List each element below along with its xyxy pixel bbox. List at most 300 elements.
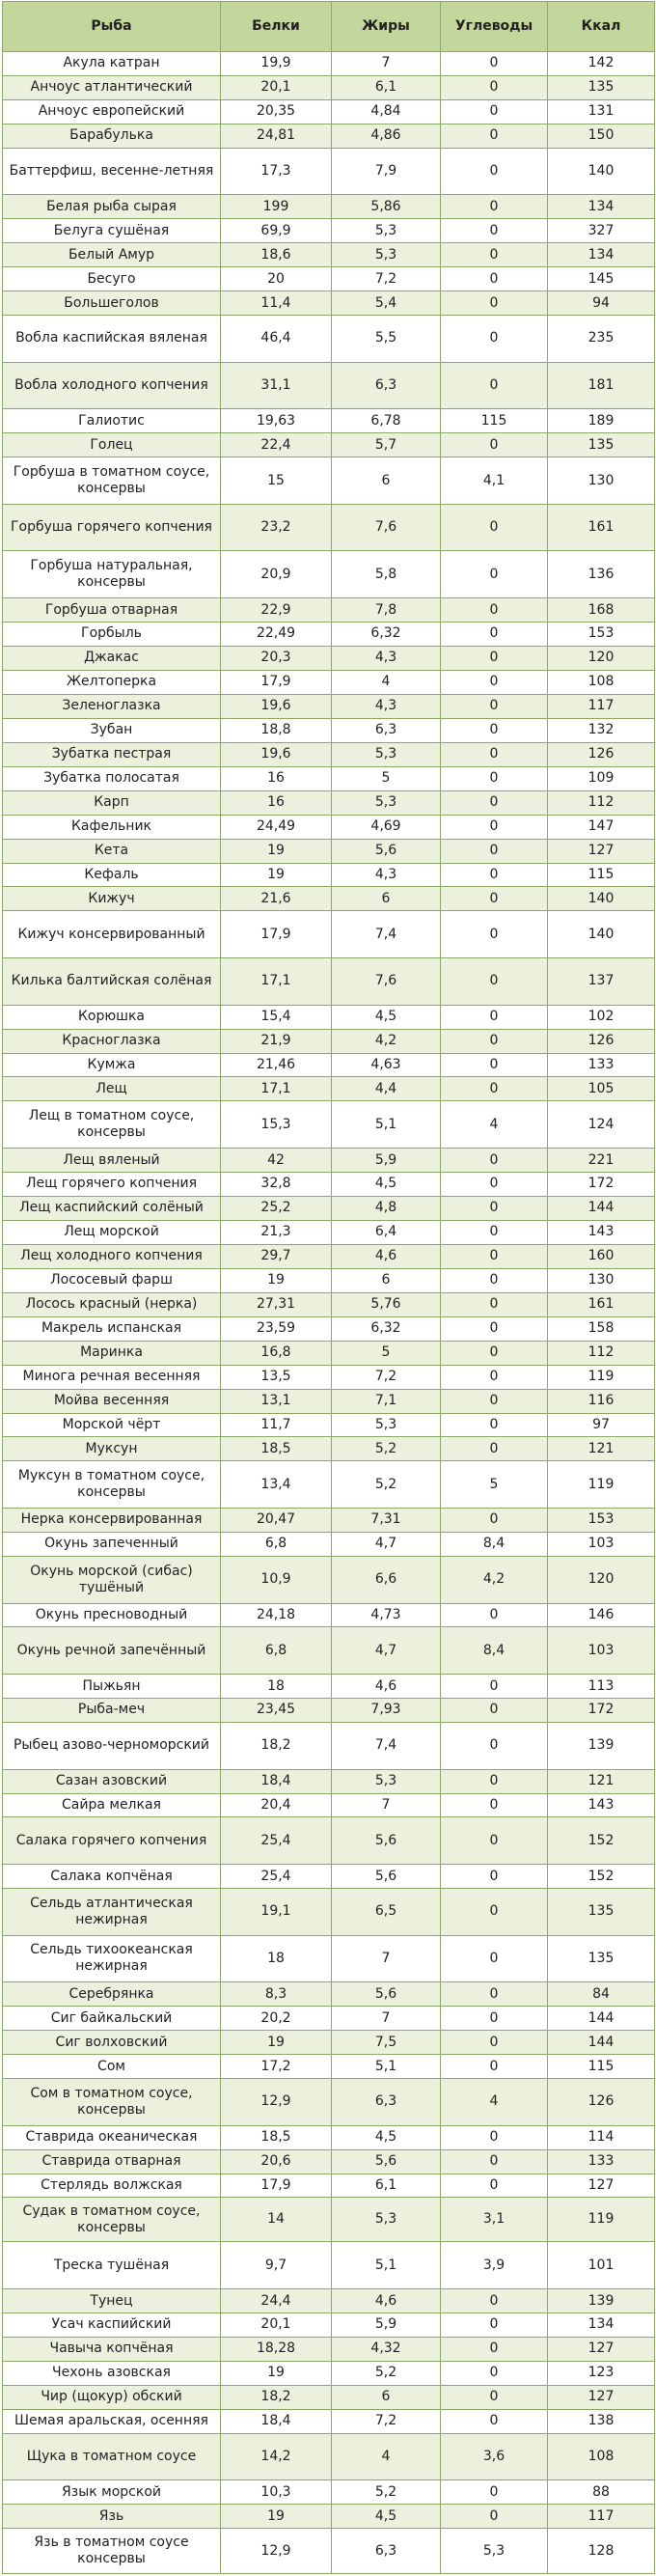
cell-carbs: 0: [441, 742, 548, 766]
table-row: [3, 1365, 655, 1389]
cell-kcal: 152: [548, 1865, 655, 1889]
cell-fish-name: Чавыча копчёная: [3, 2337, 221, 2361]
cell-carbs: 0: [441, 958, 548, 1006]
cell-kcal: 160: [548, 1244, 655, 1268]
cell-fat: 7: [332, 1935, 441, 1982]
cell-protein: 13,1: [221, 1389, 332, 1413]
cell-kcal: 235: [548, 316, 655, 363]
cell-fat: 4,4: [332, 1077, 441, 1101]
cell-fish-name: Лосось красный (нерка): [3, 1292, 221, 1316]
cell-carbs: 0: [441, 99, 548, 124]
cell-fat: 5,3: [332, 1769, 441, 1793]
fish-nutrition-table: [2, 1, 655, 2574]
cell-fish-name: Пыжьян: [3, 1675, 221, 1699]
cell-fish-name: Лещ горячего копчения: [3, 1172, 221, 1196]
cell-carbs: 0: [441, 2149, 548, 2174]
cell-fat: 4,63: [332, 1053, 441, 1077]
cell-protein: 18,5: [221, 1437, 332, 1461]
cell-kcal: 115: [548, 863, 655, 887]
table-row: [3, 1699, 655, 1723]
cell-carbs: 0: [441, 887, 548, 911]
cell-carbs: 0: [441, 1172, 548, 1196]
cell-carbs: 0: [441, 433, 548, 457]
cell-kcal: 88: [548, 2480, 655, 2505]
cell-fish-name: Язь: [3, 2505, 221, 2529]
cell-fish-name: Карп: [3, 790, 221, 815]
cell-carbs: 0: [441, 504, 548, 551]
table-row: [3, 2529, 655, 2574]
cell-kcal: 133: [548, 2149, 655, 2174]
cell-carbs: 5,3: [441, 2529, 548, 2574]
cell-protein: 15: [221, 457, 332, 505]
cell-fat: 6,32: [332, 1316, 441, 1341]
cell-kcal: 117: [548, 694, 655, 718]
table-row: [3, 1077, 655, 1101]
cell-protein: 17,9: [221, 911, 332, 958]
cell-protein: 24,4: [221, 2289, 332, 2313]
cell-carbs: 0: [441, 1268, 548, 1292]
cell-fat: 7,4: [332, 1722, 441, 1769]
table-row: [3, 863, 655, 887]
cell-protein: 21,46: [221, 1053, 332, 1077]
cell-kcal: 116: [548, 1389, 655, 1413]
cell-carbs: 0: [441, 219, 548, 243]
cell-kcal: 136: [548, 551, 655, 598]
cell-carbs: 0: [441, 148, 548, 195]
cell-protein: 25,4: [221, 1865, 332, 1889]
cell-kcal: 119: [548, 2198, 655, 2242]
cell-fish-name: Анчоус европейский: [3, 99, 221, 124]
cell-kcal: 127: [548, 839, 655, 863]
table-row: [3, 1509, 655, 1533]
cell-carbs: 0: [441, 2125, 548, 2149]
cell-fat: 7,9: [332, 148, 441, 195]
cell-fish-name: Кафельник: [3, 815, 221, 839]
cell-carbs: 4: [441, 2079, 548, 2126]
table-row: [3, 2007, 655, 2031]
cell-fish-name: Окунь морской (сибас) тушёный: [3, 1556, 221, 1603]
table-row: [3, 670, 655, 694]
cell-protein: 27,31: [221, 1292, 332, 1316]
table-row: [3, 2079, 655, 2126]
cell-protein: 12,9: [221, 2079, 332, 2126]
cell-protein: 25,4: [221, 1817, 332, 1865]
cell-fish-name: Корюшка: [3, 1005, 221, 1029]
cell-protein: 11,7: [221, 1413, 332, 1437]
cell-carbs: 0: [441, 124, 548, 148]
cell-kcal: 142: [548, 52, 655, 76]
cell-carbs: 0: [441, 1292, 548, 1316]
table-row: [3, 1292, 655, 1316]
cell-carbs: 0: [441, 1437, 548, 1461]
cell-carbs: 0: [441, 1220, 548, 1244]
cell-fish-name: Ставрида океаническая: [3, 2125, 221, 2149]
cell-protein: 17,3: [221, 148, 332, 195]
cell-fat: 5,2: [332, 2361, 441, 2385]
header-kcal: Ккал: [548, 2, 655, 52]
cell-carbs: 115: [441, 409, 548, 433]
cell-carbs: 4,1: [441, 457, 548, 505]
table-row: [3, 1793, 655, 1817]
header-fish: Рыба: [3, 2, 221, 52]
cell-carbs: 0: [441, 52, 548, 76]
table-row: [3, 839, 655, 863]
table-header: [3, 2, 655, 52]
table-row: [3, 1865, 655, 1889]
cell-protein: 18,2: [221, 2385, 332, 2409]
table-row: [3, 52, 655, 76]
cell-kcal: 102: [548, 1005, 655, 1029]
table-row: [3, 1268, 655, 1292]
cell-protein: 19,1: [221, 1889, 332, 1936]
cell-fish-name: Окунь речной запечённый: [3, 1627, 221, 1675]
table-row: [3, 551, 655, 598]
cell-fat: 6,1: [332, 75, 441, 99]
cell-protein: 16,8: [221, 1341, 332, 1365]
table-row: [3, 2242, 655, 2289]
cell-protein: 17,2: [221, 2055, 332, 2079]
cell-kcal: 135: [548, 75, 655, 99]
cell-kcal: 123: [548, 2361, 655, 2385]
cell-protein: 21,6: [221, 887, 332, 911]
cell-protein: 19: [221, 2031, 332, 2055]
table-row: [3, 2289, 655, 2313]
cell-kcal: 113: [548, 1675, 655, 1699]
cell-fish-name: Зубан: [3, 718, 221, 742]
cell-carbs: 0: [441, 1603, 548, 1627]
cell-fish-name: Сиг байкальский: [3, 2007, 221, 2031]
cell-protein: 19: [221, 1268, 332, 1292]
table-row: [3, 766, 655, 790]
cell-kcal: 153: [548, 623, 655, 647]
cell-fat: 5,6: [332, 1982, 441, 2007]
cell-protein: 20,35: [221, 99, 332, 124]
cell-fat: 4,84: [332, 99, 441, 124]
cell-fat: 7,6: [332, 958, 441, 1006]
cell-carbs: 4: [441, 1101, 548, 1149]
cell-fish-name: Чир (щокур) обский: [3, 2385, 221, 2409]
cell-protein: 18,2: [221, 1722, 332, 1769]
cell-carbs: 0: [441, 839, 548, 863]
cell-carbs: 0: [441, 2409, 548, 2433]
cell-protein: 17,9: [221, 670, 332, 694]
cell-kcal: 130: [548, 1268, 655, 1292]
cell-protein: 23,45: [221, 1699, 332, 1723]
cell-fat: 7: [332, 1793, 441, 1817]
table-row: [3, 504, 655, 551]
cell-fat: 7,4: [332, 911, 441, 958]
cell-fish-name: Лещ морской: [3, 1220, 221, 1244]
cell-carbs: 0: [441, 195, 548, 219]
table-row: [3, 815, 655, 839]
cell-kcal: 101: [548, 2242, 655, 2289]
cell-fat: 4,3: [332, 646, 441, 670]
cell-protein: 13,5: [221, 1365, 332, 1389]
cell-protein: 20,2: [221, 2007, 332, 2031]
cell-kcal: 138: [548, 2409, 655, 2433]
cell-fish-name: Большеголов: [3, 291, 221, 316]
cell-fat: 4,32: [332, 2337, 441, 2361]
cell-fat: 4,5: [332, 2505, 441, 2529]
cell-fish-name: Голец: [3, 433, 221, 457]
cell-fish-name: Муксун: [3, 1437, 221, 1461]
cell-kcal: 181: [548, 362, 655, 409]
cell-protein: 9,7: [221, 2242, 332, 2289]
cell-carbs: 0: [441, 790, 548, 815]
cell-kcal: 97: [548, 1413, 655, 1437]
table-row: [3, 1675, 655, 1699]
cell-fat: 6: [332, 1268, 441, 1292]
table-row: [3, 433, 655, 457]
cell-kcal: 327: [548, 219, 655, 243]
cell-fat: 5,3: [332, 1413, 441, 1437]
cell-fish-name: Белая рыба сырая: [3, 195, 221, 219]
cell-kcal: 139: [548, 1722, 655, 1769]
cell-fish-name: Бесуго: [3, 267, 221, 291]
cell-protein: 42: [221, 1149, 332, 1173]
cell-fat: 6,32: [332, 623, 441, 647]
cell-fat: 4: [332, 670, 441, 694]
cell-protein: 10,9: [221, 1556, 332, 1603]
cell-fat: 7,2: [332, 1365, 441, 1389]
cell-carbs: 0: [441, 2313, 548, 2337]
cell-fish-name: Салака горячего копчения: [3, 1817, 221, 1865]
cell-fat: 5,2: [332, 2480, 441, 2505]
table-row: [3, 1627, 655, 1675]
table-row: [3, 291, 655, 316]
cell-fish-name: Сельдь тихоокеанская нежирная: [3, 1935, 221, 1982]
cell-kcal: 119: [548, 1365, 655, 1389]
cell-fish-name: Треска тушёная: [3, 2242, 221, 2289]
cell-carbs: 0: [441, 1769, 548, 1793]
cell-fat: 5,9: [332, 1149, 441, 1173]
cell-fish-name: Серебрянка: [3, 1982, 221, 2007]
table-row: [3, 2433, 655, 2480]
cell-kcal: 127: [548, 2385, 655, 2409]
cell-kcal: 114: [548, 2125, 655, 2149]
table-row: [3, 1603, 655, 1627]
cell-fat: 4,5: [332, 2125, 441, 2149]
cell-kcal: 146: [548, 1603, 655, 1627]
cell-kcal: 128: [548, 2529, 655, 2574]
cell-fat: 5: [332, 1341, 441, 1365]
cell-fish-name: Сом: [3, 2055, 221, 2079]
cell-fish-name: Кефаль: [3, 863, 221, 887]
cell-fat: 7,5: [332, 2031, 441, 2055]
cell-carbs: 0: [441, 1865, 548, 1889]
table-row: [3, 1101, 655, 1149]
cell-fat: 4,8: [332, 1196, 441, 1220]
cell-carbs: 0: [441, 1509, 548, 1533]
cell-kcal: 168: [548, 598, 655, 623]
cell-carbs: 0: [441, 291, 548, 316]
table-row: [3, 646, 655, 670]
cell-kcal: 108: [548, 670, 655, 694]
cell-protein: 20: [221, 267, 332, 291]
table-row: [3, 1532, 655, 1556]
cell-carbs: 0: [441, 1196, 548, 1220]
cell-fat: 5,6: [332, 839, 441, 863]
cell-protein: 13,4: [221, 1461, 332, 1509]
cell-kcal: 135: [548, 433, 655, 457]
cell-fat: 5,2: [332, 1461, 441, 1509]
cell-protein: 18,4: [221, 2409, 332, 2433]
cell-fish-name: Минога речная весенняя: [3, 1365, 221, 1389]
table-row: [3, 362, 655, 409]
table-row: [3, 2031, 655, 2055]
table-row: [3, 2480, 655, 2505]
cell-fat: 6,5: [332, 1889, 441, 1936]
cell-protein: 20,1: [221, 75, 332, 99]
table-row: [3, 911, 655, 958]
cell-fat: 5: [332, 766, 441, 790]
cell-carbs: 0: [441, 2289, 548, 2313]
cell-kcal: 121: [548, 1769, 655, 1793]
cell-kcal: 105: [548, 1077, 655, 1101]
cell-carbs: 0: [441, 2385, 548, 2409]
cell-kcal: 147: [548, 815, 655, 839]
cell-kcal: 139: [548, 2289, 655, 2313]
cell-fish-name: Стерлядь волжская: [3, 2174, 221, 2198]
cell-carbs: 0: [441, 1935, 548, 1982]
cell-fat: 5,6: [332, 1865, 441, 1889]
table-row: [3, 1244, 655, 1268]
cell-kcal: 153: [548, 1509, 655, 1533]
cell-protein: 19,63: [221, 409, 332, 433]
cell-fish-name: Мойва весенняя: [3, 1389, 221, 1413]
cell-kcal: 134: [548, 243, 655, 267]
cell-fat: 5,1: [332, 2242, 441, 2289]
cell-fat: 5,4: [332, 291, 441, 316]
cell-kcal: 126: [548, 2079, 655, 2126]
cell-kcal: 189: [548, 409, 655, 433]
cell-protein: 14,2: [221, 2433, 332, 2480]
cell-carbs: 0: [441, 2361, 548, 2385]
cell-protein: 11,4: [221, 291, 332, 316]
cell-kcal: 161: [548, 504, 655, 551]
cell-fish-name: Лещ вяленый: [3, 1149, 221, 1173]
cell-protein: 18,6: [221, 243, 332, 267]
cell-carbs: 0: [441, 243, 548, 267]
table-row: [3, 148, 655, 195]
cell-carbs: 0: [441, 2031, 548, 2055]
cell-protein: 17,1: [221, 958, 332, 1006]
cell-fish-name: Красноглазка: [3, 1029, 221, 1053]
cell-fat: 7,6: [332, 504, 441, 551]
cell-carbs: 0: [441, 1675, 548, 1699]
cell-protein: 10,3: [221, 2480, 332, 2505]
cell-carbs: 3,6: [441, 2433, 548, 2480]
cell-carbs: 0: [441, 75, 548, 99]
cell-kcal: 145: [548, 267, 655, 291]
cell-fat: 5,8: [332, 551, 441, 598]
cell-carbs: 0: [441, 1005, 548, 1029]
cell-fish-name: Муксун в томатном соусе, консервы: [3, 1461, 221, 1509]
cell-carbs: 0: [441, 1889, 548, 1936]
table-row: [3, 1053, 655, 1077]
cell-protein: 18: [221, 1935, 332, 1982]
cell-fish-name: Белуга сушёная: [3, 219, 221, 243]
cell-fish-name: Кижуч консервированный: [3, 911, 221, 958]
cell-fat: 5,5: [332, 316, 441, 363]
cell-fat: 4,7: [332, 1532, 441, 1556]
cell-fish-name: Горбуша натуральная, консервы: [3, 551, 221, 598]
cell-carbs: 0: [441, 1722, 548, 1769]
table-row: [3, 1149, 655, 1173]
cell-fish-name: Макрель испанская: [3, 1316, 221, 1341]
cell-fat: 5,1: [332, 2055, 441, 2079]
cell-fish-name: Вобла холодного копчения: [3, 362, 221, 409]
cell-carbs: 0: [441, 2480, 548, 2505]
cell-fat: 6,3: [332, 2529, 441, 2574]
cell-carbs: 0: [441, 1053, 548, 1077]
cell-kcal: 119: [548, 1461, 655, 1509]
cell-protein: 25,2: [221, 1196, 332, 1220]
table-row: [3, 316, 655, 363]
header-fat: Жиры: [332, 2, 441, 52]
cell-fish-name: Щука в томатном соусе: [3, 2433, 221, 2480]
table-row: [3, 2313, 655, 2337]
cell-fat: 4,6: [332, 1675, 441, 1699]
cell-carbs: 4,2: [441, 1556, 548, 1603]
cell-protein: 199: [221, 195, 332, 219]
cell-carbs: 0: [441, 1149, 548, 1173]
cell-fat: 4,73: [332, 1603, 441, 1627]
cell-protein: 19,9: [221, 52, 332, 76]
cell-protein: 6,8: [221, 1627, 332, 1675]
table-row: [3, 75, 655, 99]
cell-fat: 5,3: [332, 790, 441, 815]
cell-kcal: 115: [548, 2055, 655, 2079]
cell-carbs: 0: [441, 815, 548, 839]
cell-kcal: 158: [548, 1316, 655, 1341]
cell-fat: 7,31: [332, 1509, 441, 1533]
cell-fish-name: Зубатка полосатая: [3, 766, 221, 790]
table-row: [3, 1413, 655, 1437]
table-row: [3, 2055, 655, 2079]
cell-fish-name: Желтоперка: [3, 670, 221, 694]
cell-kcal: 103: [548, 1532, 655, 1556]
cell-protein: 18,8: [221, 718, 332, 742]
cell-fat: 4,3: [332, 863, 441, 887]
cell-kcal: 127: [548, 2174, 655, 2198]
cell-fish-name: Анчоус атлантический: [3, 75, 221, 99]
table-row: [3, 1769, 655, 1793]
cell-kcal: 124: [548, 1101, 655, 1149]
cell-kcal: 143: [548, 1793, 655, 1817]
cell-fat: 5,3: [332, 219, 441, 243]
cell-carbs: 0: [441, 316, 548, 363]
cell-fish-name: Вобла каспийская вяленая: [3, 316, 221, 363]
cell-carbs: 0: [441, 766, 548, 790]
cell-fat: 6,3: [332, 718, 441, 742]
cell-protein: 20,6: [221, 2149, 332, 2174]
cell-carbs: 0: [441, 1817, 548, 1865]
cell-carbs: 0: [441, 551, 548, 598]
cell-fish-name: Горбыль: [3, 623, 221, 647]
cell-protein: 21,3: [221, 1220, 332, 1244]
cell-kcal: 121: [548, 1437, 655, 1461]
cell-fat: 4,5: [332, 1005, 441, 1029]
cell-protein: 22,4: [221, 433, 332, 457]
cell-fish-name: Лососевый фарш: [3, 1268, 221, 1292]
cell-fat: 5,76: [332, 1292, 441, 1316]
cell-fish-name: Шемая аральская, осенняя: [3, 2409, 221, 2433]
cell-kcal: 94: [548, 291, 655, 316]
cell-kcal: 120: [548, 1556, 655, 1603]
cell-fat: 4,86: [332, 124, 441, 148]
cell-fish-name: Окунь пресноводный: [3, 1603, 221, 1627]
